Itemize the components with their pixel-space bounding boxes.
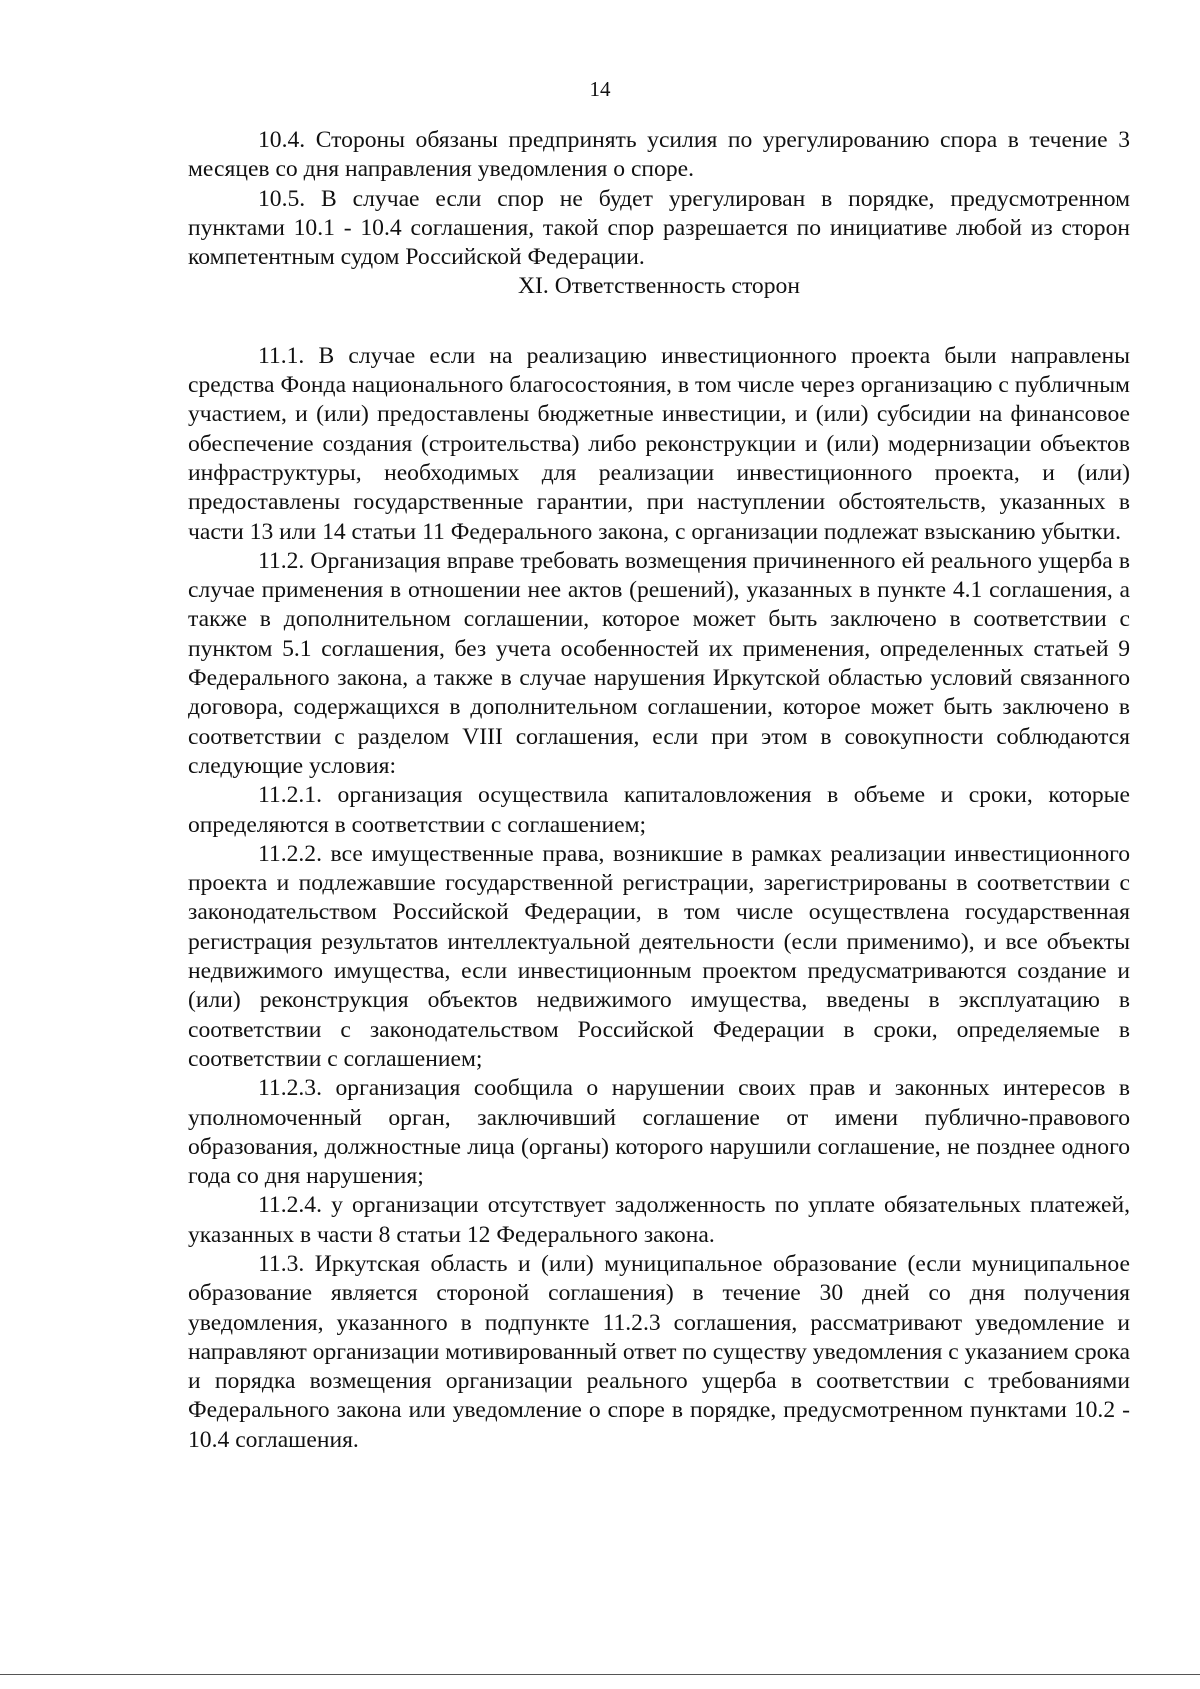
paragraph-11-2-1: 11.2.1. организация осуществила капиталовложения в объеме и сроки, которые определяются в соответствии с соглашением; bbox=[188, 782, 1130, 838]
paragraph-11-1: 11.1. В случае если на реализацию инвестиционного проекта были направлены средства Фонда национального благосостояния, в том числе через организацию с публичным участием, и (или) предоставлены бюджетные инвестиции, и (или) субсидии на финансовое обеспечение создания (строительства) либо реконструкции и (или) модернизации объектов инфраструктуры, необходимых для реализации инвестиционного проекта, и (или) предоставлены государственные гарантии, при наступлении обстоятельств, указанных в части 13 или 14 статьи 11 Федерального закона, с организации подлежат взысканию убытки. bbox=[188, 342, 1130, 545]
paragraph-11-2-3: 11.2.3. организация сообщила о нарушении своих прав и законных интересов в уполномоченный орган, заключивший соглашение от имени публично-правового образования, должностные лица (органы) которого нарушили соглашение, не позднее одного года со дня нарушения; bbox=[188, 1075, 1130, 1190]
paragraph-11-2: 11.2. Организация вправе требовать возмещения причиненного ей реального ущерба в случае применения в отношении нее актов (решений), указанных в пункте 4.1 соглашения, а также в дополнительном соглашении, которое может быть заключено в соответствии с пунктом 5.1 соглашения, без учета особенностей их применения, определенных статьей 9 Федерального закона, а также в случае нарушения Иркутской областью условий связанного договора, содержащихся в дополнительном соглашении, которое может быть заключено в соответствии с разделом VIII соглашения, если при этом в совокупности соблюдаются следующие условия: bbox=[188, 547, 1130, 779]
document-body bbox=[188, 126, 1130, 1455]
section-spacer bbox=[188, 302, 1130, 342]
page-number: 14 bbox=[589, 77, 611, 101]
paragraph-11-3: 11.3. Иркутская область и (или) муниципальное образование (если муниципальное образование является стороной соглашения) в течение 30 дней со дня получения уведомления, указанного в подпункте 11.2.3 соглашения, рассматривают уведомление и направляют организации мотивированный ответ по существу уведомления с указанием срока и порядка возмещения организации реального ущерба в соответствии с требованиями Федерального закона или уведомление о споре в порядке, предусмотренном пунктами 10.2 - 10.4 соглашения. bbox=[188, 1250, 1130, 1453]
paragraph-10-5: 10.5. В случае если спор не будет урегулирован в порядке, предусмотренном пунктами 10.1 - 10.4 соглашения, такой спор разрешается по инициативе любой из сторон компетентным судом Российской Федерации. bbox=[188, 185, 1130, 271]
paragraph-10-4: 10.4. Стороны обязаны предпринять усилия по урегулированию спора в течение 3 месяцев со дня направления уведомления о споре. bbox=[188, 127, 1130, 183]
paragraph-11-2-4: 11.2.4. у организации отсутствует задолженность по уплате обязательных платежей, указанных в части 8 статьи 12 Федерального закона. bbox=[188, 1192, 1130, 1248]
paragraph-11-2-2: 11.2.2. все имущественные права, возникшие в рамках реализации инвестиционного проекта и подлежавшие государственной регистрации, зарегистрированы в соответствии с законодательством Российской Федерации, в том числе осуществлена государственная регистрация результатов интеллектуальной деятельности (если применимо), и все объекты недвижимого имущества, если инвестиционным проектом предусматриваются создание и (или) реконструкция объектов недвижимого имущества, введены в эксплуатацию в соответствии с законодательством Российской Федерации в сроки, определяемые в соответствии с соглашением; bbox=[188, 840, 1130, 1072]
bottom-scan-line bbox=[0, 1674, 1200, 1675]
section-heading-xi: XI. Ответственность сторон bbox=[518, 273, 800, 300]
